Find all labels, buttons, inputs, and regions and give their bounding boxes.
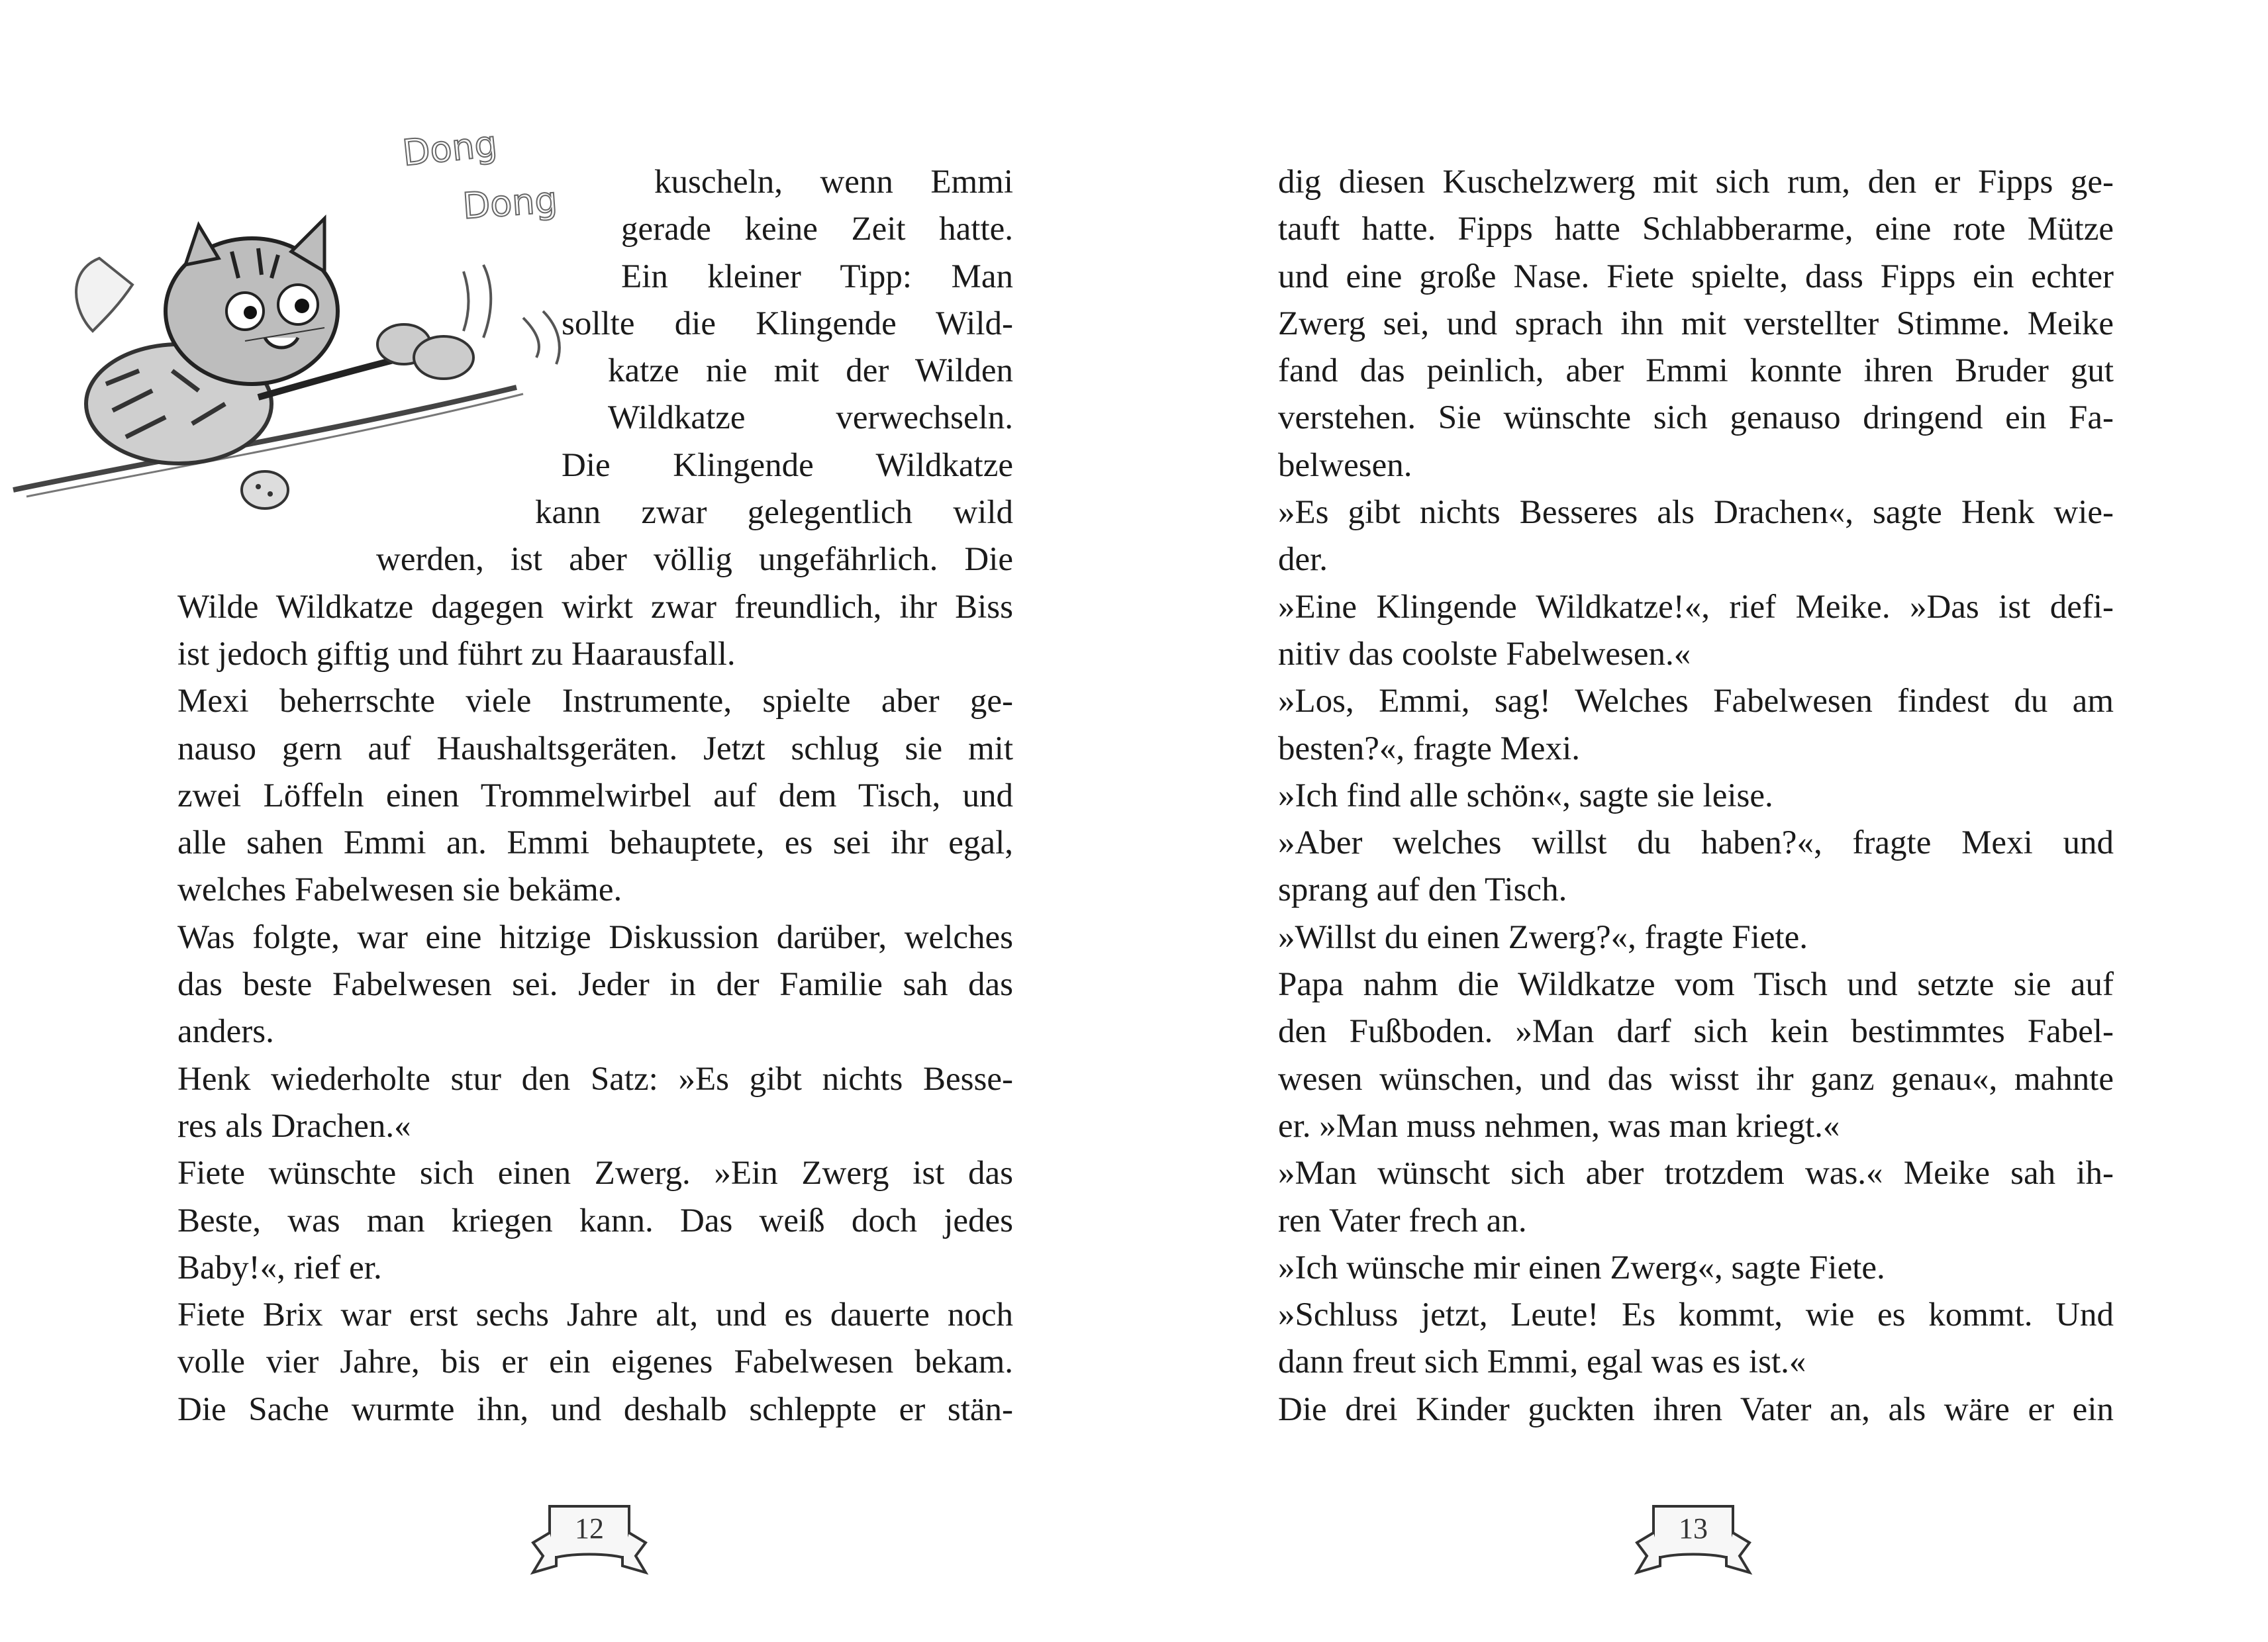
text-line: Wildkatze verwechseln. bbox=[608, 399, 1013, 437]
text-line: wesen wünschen, und das wisst ihr ganz genau«, mahnte bbox=[1278, 1060, 2114, 1098]
text-line: und eine große Nase. Fiete spielte, dass Fipps ein echter bbox=[1278, 258, 2114, 295]
text-line: »Willst du einen Zwerg?«, fragte Fiete. bbox=[1278, 918, 1808, 956]
text-line: volle vier Jahre, bis er ein eigenes Fabelwesen bekam. bbox=[177, 1343, 1013, 1381]
text-line: alle sahen Emmi an. Emmi behauptete, es sei ihr egal, bbox=[177, 824, 1013, 862]
text-line: »Ich wünsche mir einen Zwerg«, sagte Fiete. bbox=[1278, 1249, 1885, 1286]
banner-icon bbox=[1634, 1493, 1753, 1599]
text-line: Papa nahm die Wildkatze vom Tisch und setzte sie auf bbox=[1278, 966, 2114, 1004]
text-line: »Eine Klingende Wildkatze!«, rief Meike. »Das ist defi- bbox=[1278, 588, 2114, 626]
text-line: Die Klingende Wildkatze bbox=[562, 446, 1013, 484]
text-line: »Es gibt nichts Besseres als Drachen«, sagte Henk wie- bbox=[1278, 494, 2114, 532]
text-line: Die drei Kinder guckten ihren Vater an, als wäre er ein bbox=[1278, 1390, 2114, 1428]
banner-icon bbox=[530, 1493, 649, 1599]
text-line: sollte die Klingende Wild- bbox=[562, 305, 1013, 342]
left-text-column bbox=[177, 159, 1013, 1433]
text-line: gerade keine Zeit hatte. bbox=[621, 211, 1013, 248]
page-number: 13 bbox=[1679, 1512, 1708, 1545]
right-text-column bbox=[1278, 159, 2114, 1433]
text-line: katze nie mit der Wilden bbox=[608, 352, 1013, 390]
text-line: Ein kleiner Tipp: Man bbox=[621, 258, 1013, 295]
text-line: ist jedoch giftig und führt zu Haarausfall. bbox=[177, 635, 736, 673]
right-page bbox=[1134, 0, 2268, 1642]
text-line: Die Sache wurmte ihn, und deshalb schleppte er stän- bbox=[177, 1390, 1013, 1428]
text-line: Mexi beherrschte viele Instrumente, spielte aber ge- bbox=[177, 683, 1013, 720]
text-line: Beste, was man kriegen kann. Das weiß doch jedes bbox=[177, 1202, 1013, 1239]
text-line: Zwerg sei, und sprach ihn mit verstellter Stimme. Meike bbox=[1278, 305, 2114, 342]
text-line: welches Fabelwesen sie bekäme. bbox=[177, 871, 622, 909]
text-line: fand das peinlich, aber Emmi konnte ihren Bruder gut bbox=[1278, 352, 2114, 390]
text-line: »Schluss jetzt, Leute! Es kommt, wie es kommt. Und bbox=[1278, 1296, 2114, 1334]
text-line: »Ich find alle schön«, sagte sie leise. bbox=[1278, 777, 1773, 814]
page-number-banner bbox=[530, 1493, 649, 1599]
page-number: 12 bbox=[575, 1512, 604, 1545]
text-line: verstehen. Sie wünschte sich genauso dringend ein Fa- bbox=[1278, 399, 2114, 437]
text-line: kuscheln, wenn Emmi bbox=[654, 164, 1013, 201]
page-number-banner bbox=[1634, 1493, 1753, 1599]
text-line: werden, ist aber völlig ungefährlich. Die bbox=[376, 541, 1013, 579]
text-line: dann freut sich Emmi, egal was es ist.« bbox=[1278, 1343, 1806, 1381]
sound-word-2: Dong bbox=[461, 179, 559, 227]
text-line: kann zwar gelegentlich wild bbox=[535, 494, 1013, 532]
text-line: Henk wiederholte stur den Satz: »Es gibt nichts Besse- bbox=[177, 1060, 1013, 1098]
text-line: der. bbox=[1278, 541, 1328, 579]
text-line: tauft hatte. Fipps hatte Schlabberarme, eine rote Mütze bbox=[1278, 211, 2114, 248]
text-line: »Man wünscht sich aber trotzdem was.« Meike sah ih- bbox=[1278, 1155, 2114, 1192]
text-line: sprang auf den Tisch. bbox=[1278, 871, 1567, 909]
text-line: Fiete Brix war erst sechs Jahre alt, und es dauerte noch bbox=[177, 1296, 1013, 1334]
text-line: Baby!«, rief er. bbox=[177, 1249, 382, 1286]
text-line: zwei Löffeln einen Trommelwirbel auf dem Tisch, und bbox=[177, 777, 1013, 814]
text-line: anders. bbox=[177, 1013, 274, 1051]
text-line: »Aber welches willst du haben?«, fragte Mexi und bbox=[1278, 824, 2114, 862]
text-line: nitiv das coolste Fabelwesen.« bbox=[1278, 635, 1691, 673]
text-line: er. »Man muss nehmen, was man kriegt.« bbox=[1278, 1107, 1840, 1145]
text-line: »Los, Emmi, sag! Welches Fabelwesen findest du am bbox=[1278, 683, 2114, 720]
text-line: Was folgte, war eine hitzige Diskussion darüber, welches bbox=[177, 918, 1013, 956]
text-line: Wilde Wildkatze dagegen wirkt zwar freundlich, ihr Biss bbox=[177, 588, 1013, 626]
text-line: res als Drachen.« bbox=[177, 1107, 411, 1145]
text-line: den Fußboden. »Man darf sich kein bestimmtes Fabel- bbox=[1278, 1013, 2114, 1051]
text-line: nauso gern auf Haushaltsgeräten. Jetzt schlug sie mit bbox=[177, 730, 1013, 767]
text-line: belwesen. bbox=[1278, 446, 1412, 484]
text-line: besten?«, fragte Mexi. bbox=[1278, 730, 1580, 767]
text-line: dig diesen Kuschelzwerg mit sich rum, den er Fipps ge- bbox=[1278, 164, 2114, 201]
text-line: das beste Fabelwesen sei. Jeder in der Familie sah das bbox=[177, 966, 1013, 1004]
text-line: ren Vater frech an. bbox=[1278, 1202, 1527, 1239]
text-line: Fiete wünschte sich einen Zwerg. »Ein Zwerg ist das bbox=[177, 1155, 1013, 1192]
sound-word-1: Dong bbox=[400, 122, 499, 174]
